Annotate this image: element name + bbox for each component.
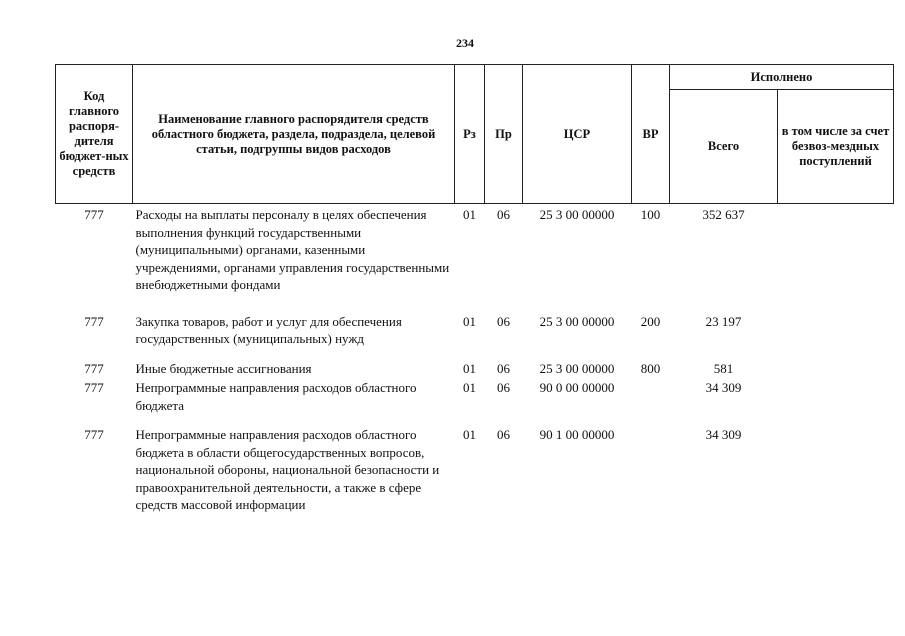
row-gratuitous: [778, 360, 894, 380]
table-row: [56, 313, 894, 360]
row-code: 777: [84, 427, 104, 442]
row-gratuitous: [778, 379, 894, 426]
row-rz: 01: [463, 360, 476, 376]
row-total: 34 309: [705, 427, 742, 442]
row-name: Иные бюджетные ассигнования: [135, 360, 312, 376]
table-header: [56, 65, 894, 204]
row-gratuitous: [778, 313, 894, 360]
row-pr: 06: [497, 427, 510, 442]
table-row: [56, 379, 894, 426]
row-rz: 01: [463, 313, 476, 329]
row-pr: 06: [497, 313, 510, 329]
row-vr: 200: [640, 313, 661, 329]
row-code: 777: [84, 380, 104, 395]
header-gratuitous: в том числе за счет безвоз-мездных поступлений: [778, 90, 894, 204]
row-vr: [632, 426, 670, 514]
row-gratuitous: [778, 204, 894, 313]
header-pr: Пр: [485, 65, 523, 204]
table-body: [56, 204, 894, 514]
budget-table: [55, 64, 894, 514]
row-vr: 800: [640, 360, 661, 376]
row-csr: 25 3 00 00000: [539, 207, 615, 222]
header-csr: ЦСР: [523, 65, 632, 204]
row-vr: 100: [640, 207, 661, 222]
row-pr: 06: [497, 207, 510, 222]
row-code: 777: [84, 360, 104, 376]
row-code: 777: [84, 313, 104, 329]
row-total: 352 637: [702, 207, 745, 222]
row-rz: 01: [463, 380, 476, 395]
header-name: Наименование главного распорядителя средств областного бюджета, раздела, подраздела, целевой статьи, подгруппы видов расходов: [133, 65, 455, 204]
row-code: 777: [84, 207, 104, 222]
row-total: 34 309: [705, 380, 742, 395]
row-csr: 25 3 00 00000: [539, 360, 615, 376]
row-name: Непрограммные направления расходов областного бюджета в области общегосударственных вопросов, национальной обороны, национальной безопасности и правоохранительной деятельности, а также в сфере средств массовой информации: [135, 427, 440, 512]
row-total: 581: [713, 360, 734, 376]
row-total: 23 197: [705, 313, 742, 329]
row-name: Закупка товаров, работ и услуг для обеспечения государственных (муниципальных) нужд: [135, 313, 402, 346]
header-rz: Рз: [455, 65, 485, 204]
table-row: [56, 204, 894, 313]
row-rz: 01: [463, 207, 476, 222]
row-name: Расходы на выплаты персоналу в целях обеспечения выполнения функций государственными (муниципальными) органами, казенными учреждениями, органами управления государственными внебюджетными фондами: [135, 207, 450, 292]
row-csr: 90 0 00 00000: [539, 380, 615, 395]
row-rz: 01: [463, 427, 476, 442]
header-vr: ВР: [632, 65, 670, 204]
row-gratuitous: [778, 426, 894, 514]
table-row: [56, 360, 894, 380]
row-pr: 06: [497, 360, 510, 376]
row-vr: [632, 379, 670, 426]
header-code: Код главного распоря-дителя бюджет-ных средств: [56, 65, 133, 204]
header-executed: Исполнено: [670, 65, 894, 90]
header-total: Всего: [670, 90, 778, 204]
row-name: Непрограммные направления расходов областного бюджета: [135, 380, 417, 413]
row-csr: 25 3 00 00000: [539, 313, 615, 329]
row-pr: 06: [497, 380, 510, 395]
row-csr: 90 1 00 00000: [539, 427, 615, 442]
page-number: 234: [456, 36, 474, 50]
table-row: [56, 426, 894, 514]
